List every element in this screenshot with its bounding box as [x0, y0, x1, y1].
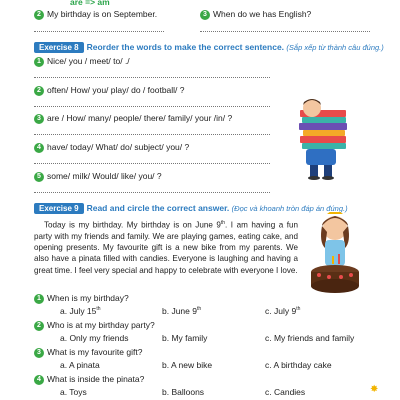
item-text: When do we has English?	[213, 9, 312, 19]
question-1-options	[60, 306, 360, 318]
exercise-9-header	[34, 203, 348, 214]
question-text: Who is at my birthday party?	[47, 320, 155, 330]
exercise-9-subtitle: (Đọc và khoanh tròn đáp án đúng.)	[231, 204, 348, 213]
item-text: My birthday is on September.	[47, 9, 158, 19]
item-number-badge: 1	[34, 294, 44, 304]
option-a[interactable]: a. Only my friends	[60, 333, 129, 343]
option-c[interactable]: c. My friends and family	[265, 333, 355, 343]
question-4	[34, 374, 144, 385]
answer-line[interactable]	[34, 77, 270, 78]
item-number-badge: 2	[34, 86, 44, 96]
item-text: often/ How/ you/ play/ do / football/ ?	[47, 85, 185, 95]
exercise-8-title: Reorder the words to make the correct sentence.	[86, 42, 285, 52]
question-1	[34, 293, 129, 304]
boy-with-books-illustration	[292, 96, 354, 180]
previous-item-3	[200, 9, 311, 20]
item-number-badge: 1	[34, 57, 44, 67]
question-text: What is my favourite gift?	[47, 347, 143, 357]
question-3	[34, 347, 142, 358]
item-text: some/ milk/ Would/ like/ you/ ?	[47, 171, 162, 181]
exercise-9-title: Read and circle the correct answer.	[86, 203, 230, 213]
exercise-9-tag: Exercise 9	[34, 203, 84, 214]
question-text: What is inside the pinata?	[47, 374, 145, 384]
answer-line[interactable]	[34, 31, 164, 32]
reorder-item-1	[34, 56, 130, 67]
item-text: are / How/ many/ people/ there/ family/ your /in/ ?	[47, 113, 233, 123]
option-c[interactable]: c. Candies	[265, 387, 306, 397]
question-4-options	[60, 387, 360, 399]
option-a[interactable]: a. Toys	[60, 387, 87, 397]
exercise-8-header	[34, 42, 384, 53]
question-2-options	[60, 333, 360, 345]
reorder-item-5	[34, 171, 162, 182]
exercise-8-tag: Exercise 8	[34, 42, 84, 53]
option-b[interactable]: b. June 9th	[162, 306, 202, 316]
answer-line[interactable]	[34, 163, 270, 164]
option-a[interactable]: a. July 15th	[60, 306, 101, 316]
reorder-item-3	[34, 113, 232, 124]
item-number-badge: 4	[34, 143, 44, 153]
item-number-badge: 2	[34, 10, 44, 20]
item-text: Nice/ you / meet/ to/ ./	[47, 56, 130, 66]
answer-line[interactable]	[34, 106, 270, 107]
option-b[interactable]: b. Balloons	[162, 387, 205, 397]
item-number-badge: 5	[34, 172, 44, 182]
item-number-badge: 3	[34, 114, 44, 124]
option-b[interactable]: b. A new bike	[162, 360, 213, 370]
option-a[interactable]: a. A pinata	[60, 360, 100, 370]
girl-with-birthday-cake-illustration	[305, 212, 365, 296]
item-number-badge: 2	[34, 321, 44, 331]
item-number-badge: 3	[200, 10, 210, 20]
option-c[interactable]: c. A birthday cake	[265, 360, 332, 370]
answer-line[interactable]	[34, 134, 270, 135]
option-b[interactable]: b. My family	[162, 333, 208, 343]
reorder-item-4	[34, 142, 189, 153]
item-number-badge: 3	[34, 348, 44, 358]
question-text: When is my birthday?	[47, 293, 129, 303]
previous-exercise-fragment: are => am	[70, 0, 110, 7]
previous-exercise-row	[34, 9, 400, 23]
answer-line[interactable]	[200, 31, 370, 32]
answer-line[interactable]	[34, 192, 270, 193]
question-2	[34, 320, 155, 331]
question-3-options	[60, 360, 360, 372]
item-text: have/ today/ What/ do/ subject/ you/ ?	[47, 142, 190, 152]
previous-item-2	[34, 9, 157, 20]
reading-passage: Today is my birthday. My birthday is on June 9th. I am having a fun party with my friends and family. We are playing games, eating cake, and opening presents. My favourite gift is a new bike from my parents. We also have a pinata filled with candies. Everyone is laughing and having a great time. I feel very special and happy to celebrate with everyone I love.	[34, 220, 298, 275]
exercise-8-subtitle: (Sắp xếp từ thành câu đúng.)	[286, 43, 384, 52]
item-number-badge: 4	[34, 375, 44, 385]
star-icon: ✸	[370, 384, 379, 395]
reorder-item-2	[34, 85, 185, 96]
option-c[interactable]: c. July 9th	[265, 306, 301, 316]
